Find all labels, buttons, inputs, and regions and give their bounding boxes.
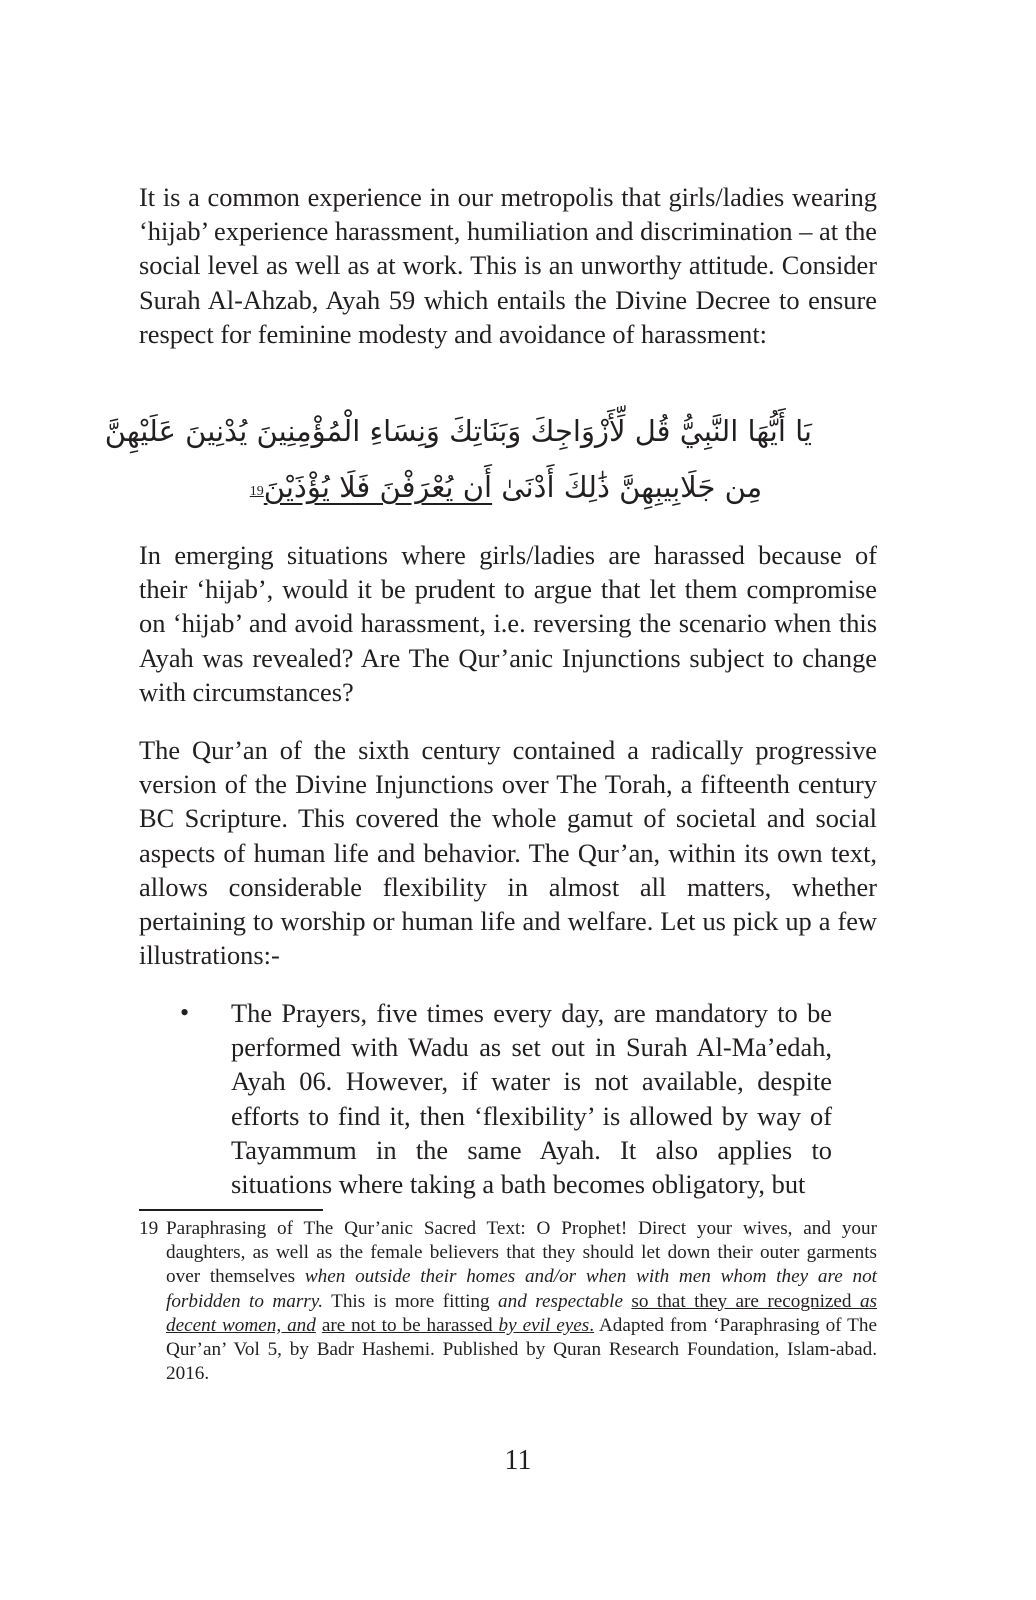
verse-line-1: يَا أَيُّهَا النَّبِيُّ قُل لِّأَزْوَاجِكَ وَبَنَاتِكَ وَنِسَاءِ الْمُؤْمِنِينَ يُدْنِينَ عَلَيْهِنَّ [104,414,812,448]
footnote-segment: Paraphrasing of The Qur’anic Sacred Text: O Prophet! Direct your wives, and your daughters, as well as the female believers that they should let down their outer garments over themselves [166,1218,877,1288]
paragraph-text: The Qur’an of the sixth century contained a radically progressive version of the Divine Injunctions over The Torah, a fifteenth century BC Scripture. This covered the whole gamut of societal and social aspects of human life and behavior. The Qur’an, within its own text, allows considerable flexibility in almost all matters, whether pertaining to worship or human life and welfare. Let us pick up a few illustrations:- [139,735,877,971]
list-item [180,996,832,1201]
footnote-underlined: . [589,1314,595,1336]
question-paragraph [139,538,877,709]
quran-verse [104,403,812,520]
illustrations-list [180,996,832,1201]
footnote-divider [139,1209,323,1211]
footnote-number: 19 [139,1218,159,1239]
verse-line-2 [200,459,812,520]
footnote-segment: Adapted from ‘Paraphrasing of The Qur’an’ Vol 5, by Badr Hashemi. Published by Quran Research Foundation, Islam-abad. 2016. [166,1314,877,1385]
footnote-italic: when outside their homes and/or when with men whom they are not forbidden to marry. [166,1266,877,1312]
bullet-marker: • [180,998,190,1027]
footnote-reference[interactable]: 19 [249,484,264,499]
intro-paragraph [139,180,877,351]
footnote-text [139,1217,877,1386]
verse-line-2-plain: مِن جَلَابِيبِهِنَّ ذَٰلِكَ أَدْنَىٰ [492,470,763,504]
footnote [139,1217,877,1386]
footnote-italic-underlined: by evil eyes [498,1314,590,1336]
page-number: 11 [504,1445,532,1476]
footnote-italic-underlined: as decent women, and [166,1290,878,1336]
footnote-underlined: are not to be harassed [321,1314,499,1336]
paragraph-text: In emerging situations where girls/ladies are harassed because of their ‘hijab’, would it be prudent to argue that let them compromise on ‘hijab’ and avoid harassment, i.e. reversing the scenario when this Ayah was revealed? Are The Qur’anic Injunctions subject to change with circumstances? [139,540,877,707]
footnote-segment: This is more fitting [323,1290,499,1312]
verse-line-2-underlined: أَن يُعْرَفْنَ فَلَا يُؤْذَيْنَ [263,470,493,504]
footnote-italic: and respectable [498,1290,623,1312]
footnote-underlined: so that they are recognized [631,1290,860,1312]
paragraph-text: It is a common experience in our metropolis that girls/ladies wearing ‘hijab’ experience harassment, humiliation and discrimination – at the social level as well as at work. This is an unworthy attitude. Consider Surah Al-Ahzab, Ayah 59 which entails the Divine Decree to ensure respect for feminine modesty and avoidance of harassment: [139,182,877,349]
list-item-text: The Prayers, five times every day, are mandatory to be performed with Wadu as set out in Surah Al-Ma’edah, Ayah 06. However, if water is not available, despite efforts to find it, then ‘flexibility’ is allowed by way of Tayammum in the same Ayah. It also applies to situations where taking a bath becomes obligatory, but [231,998,832,1200]
flexibility-paragraph [139,733,877,972]
